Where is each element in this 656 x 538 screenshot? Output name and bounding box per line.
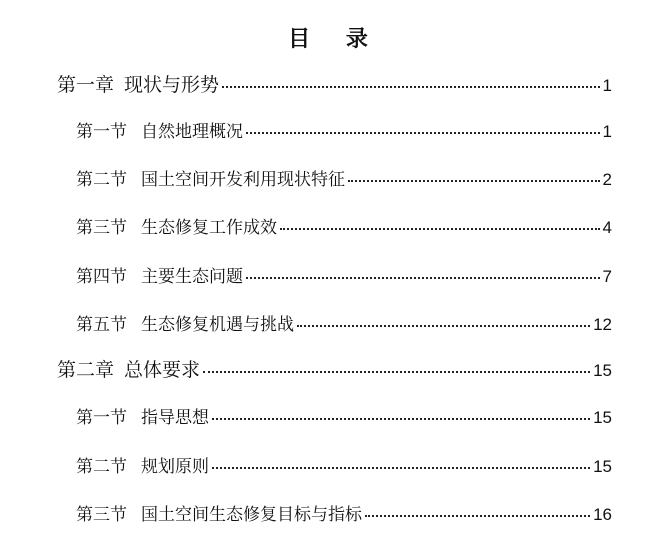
entry-number: 第二节 <box>76 170 127 190</box>
entry-page-number: 1 <box>602 76 612 95</box>
toc-chapter-1[interactable] <box>57 70 612 100</box>
dot-leader <box>297 325 590 327</box>
entry-title: 生态修复机遇与挑战 <box>141 315 294 335</box>
entry-number: 第四节 <box>76 267 127 287</box>
entry-number: 第一节 <box>76 408 127 428</box>
toc-section-2-2[interactable] <box>76 452 612 482</box>
toc-heading: 目 录 <box>288 27 382 52</box>
dot-leader <box>246 277 600 279</box>
entry-page-number: 15 <box>593 457 612 476</box>
entry-page-number: 7 <box>602 267 612 286</box>
dot-leader <box>212 467 590 469</box>
entry-page-number: 2 <box>602 170 612 189</box>
entry-title: 国土空间生态修复目标与指标 <box>141 505 362 525</box>
toc-section-1-3[interactable] <box>76 213 612 243</box>
entry-title: 生态修复工作成效 <box>141 218 277 238</box>
entry-title: 总体要求 <box>124 359 201 381</box>
dot-leader <box>222 86 600 88</box>
toc-section-2-1[interactable] <box>76 403 612 433</box>
entry-number: 第一章 <box>57 74 115 96</box>
dot-leader <box>203 371 590 373</box>
entry-number: 第二章 <box>57 359 115 381</box>
entry-title: 自然地理概况 <box>141 122 243 142</box>
dot-leader <box>348 180 600 182</box>
entry-page-number: 12 <box>593 315 612 334</box>
entry-number: 第三节 <box>76 218 127 238</box>
entry-number: 第五节 <box>76 315 127 335</box>
entry-title: 指导思想 <box>141 408 209 428</box>
toc-section-1-1[interactable] <box>76 117 612 147</box>
entry-page-number: 4 <box>602 218 612 237</box>
entry-title: 主要生态问题 <box>141 267 243 287</box>
dot-leader <box>365 515 590 517</box>
entry-page-number: 1 <box>602 122 612 141</box>
entry-page-number: 15 <box>593 408 612 427</box>
entry-number: 第一节 <box>76 122 127 142</box>
entry-number: 第三节 <box>76 505 127 525</box>
entry-title: 现状与形势 <box>124 74 220 96</box>
toc-section-2-3[interactable] <box>76 500 612 530</box>
toc-section-1-5[interactable] <box>76 310 612 340</box>
dot-leader <box>280 228 600 230</box>
entry-title: 国土空间开发利用现状特征 <box>141 170 345 190</box>
entry-title: 规划原则 <box>141 457 209 477</box>
entry-number: 第二节 <box>76 457 127 477</box>
entry-page-number: 15 <box>593 361 612 380</box>
entry-page-number: 16 <box>593 505 612 524</box>
dot-leader <box>246 132 600 134</box>
toc-section-1-2[interactable] <box>76 165 612 195</box>
toc-chapter-2[interactable] <box>57 355 612 385</box>
toc-section-1-4[interactable] <box>76 262 612 292</box>
dot-leader <box>212 418 590 420</box>
